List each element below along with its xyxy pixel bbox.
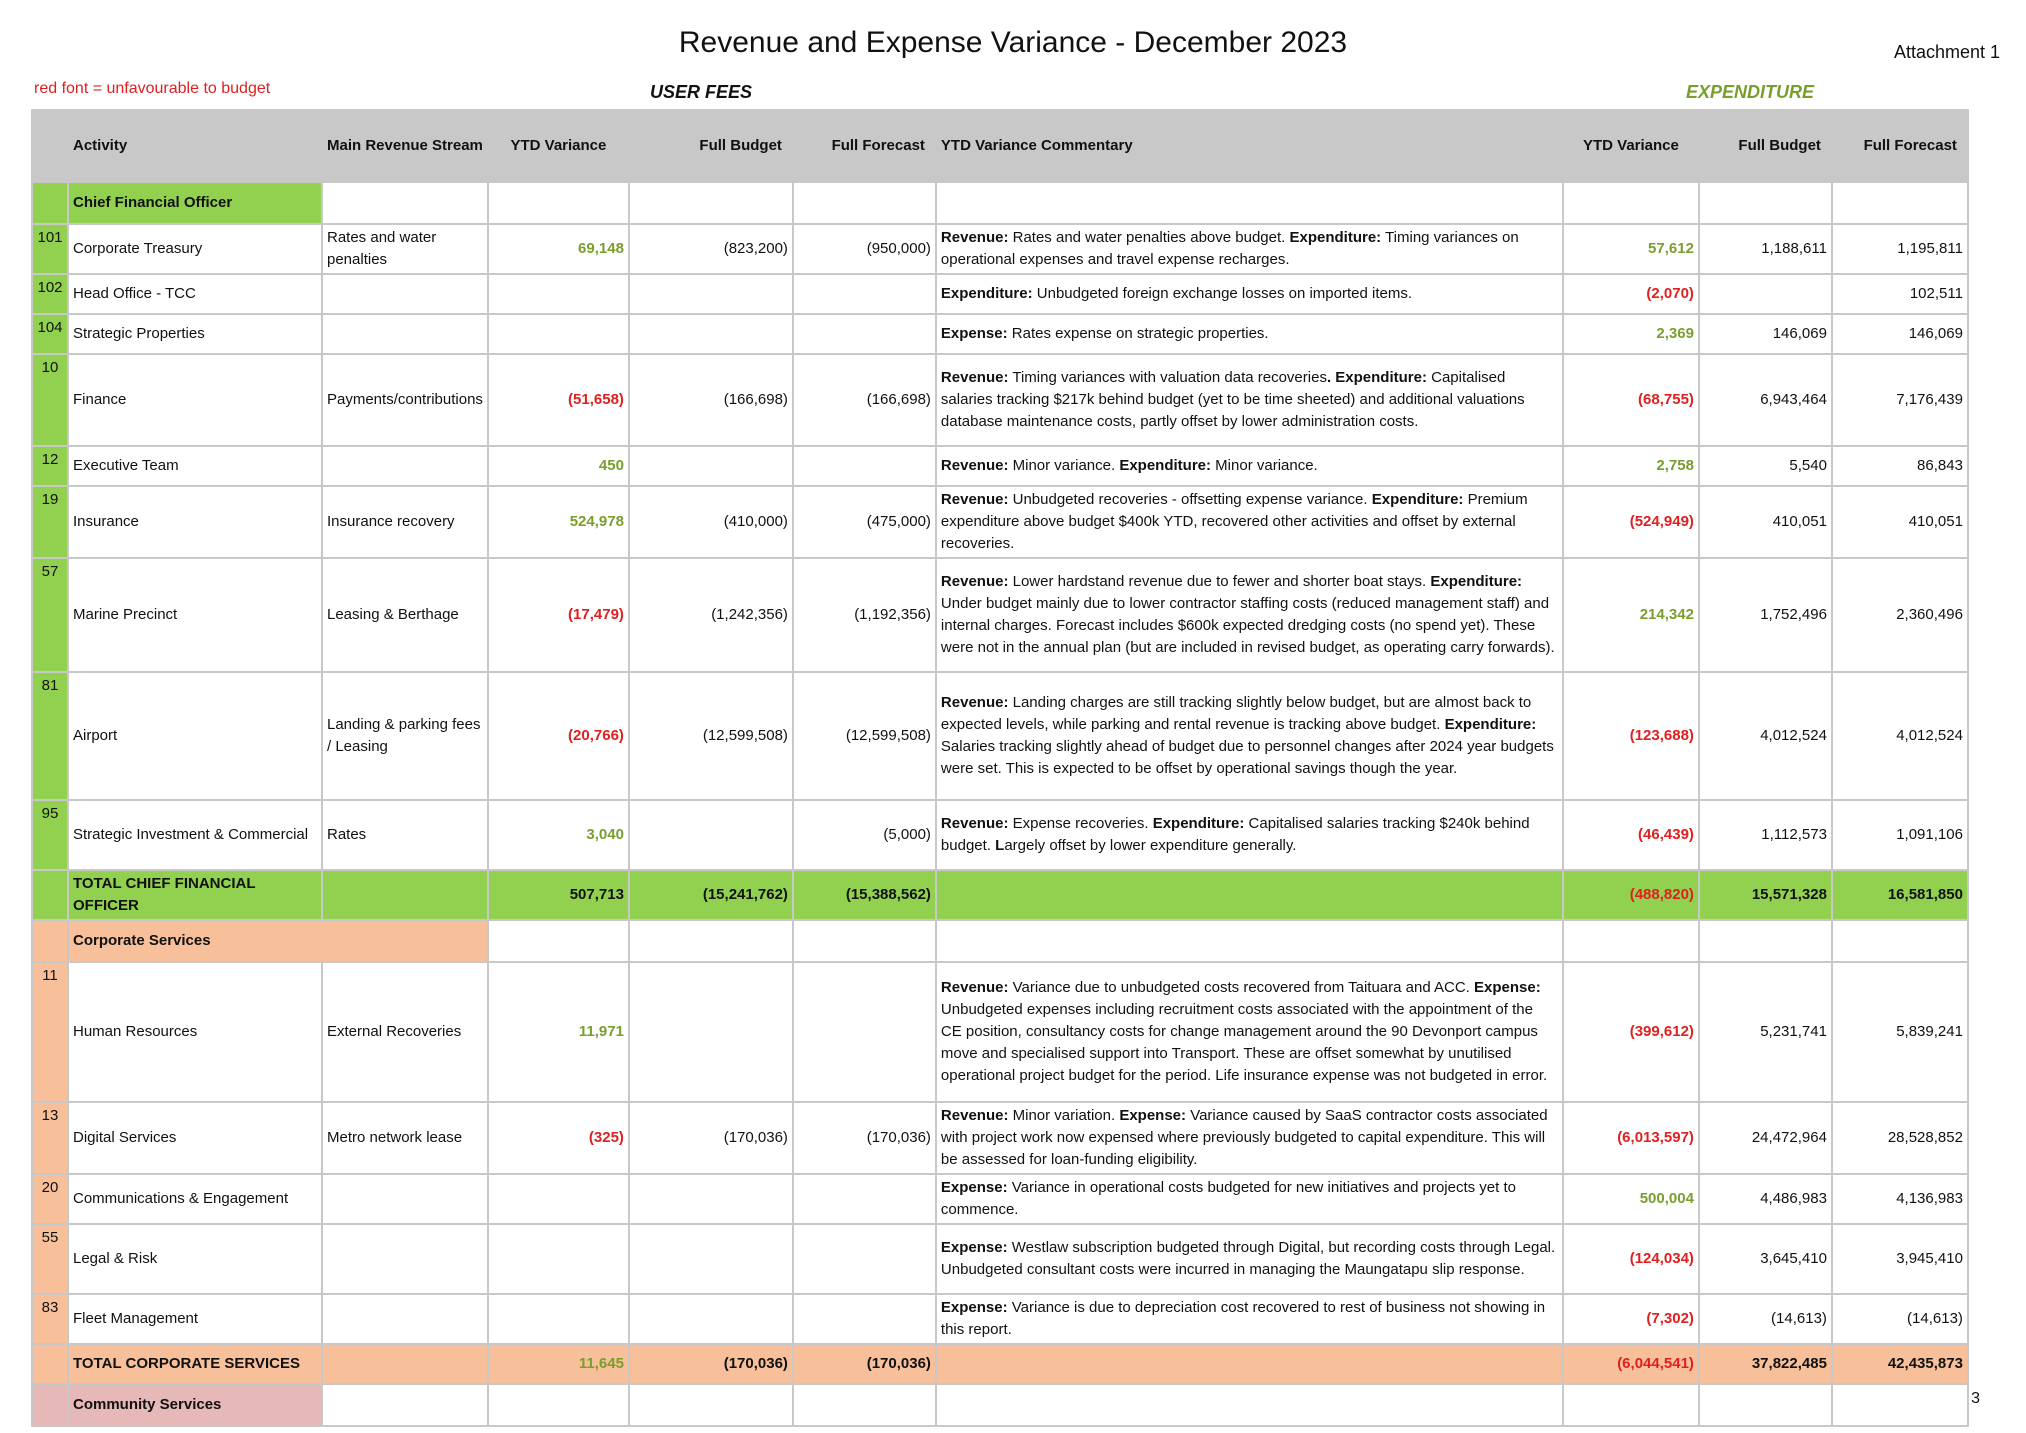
total-exp-ytd-variance: (6,044,541) <box>1563 1344 1699 1384</box>
exp-full-forecast: 4,136,983 <box>1832 1174 1968 1224</box>
table-row <box>32 1224 1968 1294</box>
variance-commentary <box>936 1174 1563 1224</box>
empty-cell <box>1699 1384 1832 1426</box>
full-budget <box>629 800 793 870</box>
exp-full-forecast: 2,360,496 <box>1832 558 1968 672</box>
ytd-variance: (325) <box>488 1102 629 1174</box>
activity-name: Executive Team <box>68 446 322 486</box>
main-revenue-stream: Payments/contributions <box>322 354 488 446</box>
activity-name: Legal & Risk <box>68 1224 322 1294</box>
main-revenue-stream <box>322 1224 488 1294</box>
table-row <box>32 274 1968 314</box>
full-forecast: (475,000) <box>793 486 936 558</box>
exp-full-forecast: 28,528,852 <box>1832 1102 1968 1174</box>
ytd-variance-header: YTD Variance <box>488 110 629 182</box>
activity-name: Airport <box>68 672 322 800</box>
main-revenue-stream <box>322 314 488 354</box>
full-budget <box>629 314 793 354</box>
commentary-label: Expenditure: <box>1119 457 1212 474</box>
activity-name: Strategic Investment & Commercial <box>68 800 322 870</box>
activity-code: 102 <box>32 274 68 314</box>
commentary-text: Variance caused by SaaS contractor costs associated with project work now expensed where previously budgeted to capital expenditure. This will be assessed for loan-funding eligibility. <box>940 1107 1548 1168</box>
exp-full-forecast: 410,051 <box>1832 486 1968 558</box>
total-full-forecast: (15,388,562) <box>793 870 936 920</box>
commentary-text: Rates and water penalties above budget. <box>1008 229 1290 246</box>
commentary-text: Landing charges are still tracking slightly below budget, but are almost back to expected levels, while parking and rental revenue is tracking above budget. <box>940 694 1532 733</box>
full-budget <box>629 962 793 1102</box>
full-budget-header: Full Budget <box>629 110 793 182</box>
commentary-text: Timing variances with valuation data recoveries <box>1008 369 1327 386</box>
commentary-label: . Expenditure: <box>1326 369 1427 386</box>
commentary-label: Expenditure: <box>1430 573 1523 590</box>
total-exp-full-forecast: 42,435,873 <box>1832 1344 1968 1384</box>
full-forecast <box>793 446 936 486</box>
table-row <box>32 314 1968 354</box>
empty-cell <box>793 1384 936 1426</box>
empty-cell <box>1563 182 1699 224</box>
total-ytd-variance: 11,645 <box>488 1344 629 1384</box>
ytd-variance <box>488 314 629 354</box>
full-budget: (823,200) <box>629 224 793 274</box>
commentary-label: Expense: <box>940 1179 1008 1196</box>
activity-name: Insurance <box>68 486 322 558</box>
full-budget: (166,698) <box>629 354 793 446</box>
total-exp-full-budget: 15,571,328 <box>1699 870 1832 920</box>
exp-full-budget: (14,613) <box>1699 1294 1832 1344</box>
activity-name: Digital Services <box>68 1102 322 1174</box>
exp-ytd-variance: 2,369 <box>1563 314 1699 354</box>
exp-full-forecast: 1,091,106 <box>1832 800 1968 870</box>
header-row <box>32 110 1968 182</box>
commentary-label: Revenue: <box>940 979 1009 996</box>
empty-cell <box>629 182 793 224</box>
commentary-label: Expenditure: <box>1289 229 1382 246</box>
exp-ytd-variance: (399,612) <box>1563 962 1699 1102</box>
main-revenue-stream: Insurance recovery <box>322 486 488 558</box>
ytd-variance <box>488 1174 629 1224</box>
commentary-text: Variance is due to depreciation cost recovered to rest of business not showing in this report. <box>940 1299 1546 1338</box>
exp-ytd-variance: (123,688) <box>1563 672 1699 800</box>
main-revenue-stream: Metro network lease <box>322 1102 488 1174</box>
commentary-text: Minor variance. <box>1008 457 1120 474</box>
exp-full-budget <box>1699 274 1832 314</box>
ytd-variance: 3,040 <box>488 800 629 870</box>
table-row <box>32 1174 1968 1224</box>
empty-cell <box>1563 1384 1699 1426</box>
commentary-label: Expenditure: <box>940 285 1033 302</box>
activity-name: Head Office - TCC <box>68 274 322 314</box>
total-exp-full-forecast: 16,581,850 <box>1832 870 1968 920</box>
variance-commentary <box>936 446 1563 486</box>
exp-full-budget: 1,112,573 <box>1699 800 1832 870</box>
empty-cell <box>1699 920 1832 962</box>
activity-code: 83 <box>32 1294 68 1344</box>
main-revenue-stream: Landing & parking fees / Leasing <box>322 672 488 800</box>
full-forecast <box>793 1224 936 1294</box>
ytd-variance: (51,658) <box>488 354 629 446</box>
exp-full-budget: 1,752,496 <box>1699 558 1832 672</box>
total-stream-cell <box>322 870 488 920</box>
activity-name: Fleet Management <box>68 1294 322 1344</box>
commentary-text: Capitalised salaries tracking $240k behind budget. <box>940 815 1530 854</box>
full-forecast: (950,000) <box>793 224 936 274</box>
activity-name: Marine Precinct <box>68 558 322 672</box>
commentary-text: Unbudgeted foreign exchange losses on imported items. <box>1032 285 1413 302</box>
ytd-variance <box>488 1224 629 1294</box>
main-revenue-stream: Rates and water penalties <box>322 224 488 274</box>
activity-code: 11 <box>32 962 68 1102</box>
table-row <box>32 354 1968 446</box>
variance-commentary <box>936 314 1563 354</box>
exp-full-budget: 5,540 <box>1699 446 1832 486</box>
section-code-cell <box>32 182 68 224</box>
full-forecast: (5,000) <box>793 800 936 870</box>
full-forecast <box>793 274 936 314</box>
commentary-text: Unbudgeted recoveries - offsetting expense variance. <box>1008 491 1372 508</box>
commentary-label: Revenue: <box>940 457 1009 474</box>
empty-cell <box>1563 920 1699 962</box>
full-forecast: (1,192,356) <box>793 558 936 672</box>
variance-commentary <box>936 274 1563 314</box>
expenditure-label: EXPENDITURE <box>1686 82 1815 102</box>
exp-ytd-variance: 214,342 <box>1563 558 1699 672</box>
empty-cell <box>629 1384 793 1426</box>
table-row <box>32 1294 1968 1344</box>
full-budget <box>629 1294 793 1344</box>
commentary-text: Unbudgeted expenses including recruitment costs associated with the appointment of the CE position, consultancy costs for change management around the 90 Devonport campus move and specialised support into Transport. These are offset somewhat by unutilised operational project budget for the period. Life insurance expense was not budgeted in error. <box>940 1001 1548 1084</box>
exp-ytd-variance: (68,755) <box>1563 354 1699 446</box>
commentary-text: Salaries tracking slightly ahead of budget due to personnel changes after 2024 year budgets were set. This is expected to be offset by operational savings though the year. <box>940 738 1554 777</box>
commentary-label: Revenue: <box>940 815 1009 832</box>
table-row <box>32 962 1968 1102</box>
variance-commentary <box>936 1224 1563 1294</box>
variance-commentary <box>936 800 1563 870</box>
commentary-text: Variance in operational costs budgeted for new initiatives and projects yet to commence. <box>940 1179 1516 1218</box>
empty-cell <box>488 1384 629 1426</box>
commentary-label: Revenue: <box>940 229 1009 246</box>
commentary-text: argely offset by lower expenditure generally. <box>1004 837 1297 854</box>
commentary-label: Expenditure: <box>1152 815 1245 832</box>
commentary-label: Expense: <box>1474 979 1541 996</box>
full-budget: (1,242,356) <box>629 558 793 672</box>
variance-commentary <box>936 486 1563 558</box>
main-revenue-stream <box>322 446 488 486</box>
empty-cell <box>793 920 936 962</box>
table-row <box>32 486 1968 558</box>
variance-commentary <box>936 354 1563 446</box>
activity-code: 81 <box>32 672 68 800</box>
total-full-forecast: (170,036) <box>793 1344 936 1384</box>
main-revenue-stream: Rates <box>322 800 488 870</box>
activity-code: 13 <box>32 1102 68 1174</box>
main-revenue-stream <box>322 1294 488 1344</box>
main-revenue-stream <box>322 1174 488 1224</box>
activity-name: Communications & Engagement <box>68 1174 322 1224</box>
table-row <box>32 446 1968 486</box>
section-row-community <box>32 1384 1968 1426</box>
ytd-variance: 69,148 <box>488 224 629 274</box>
total-row-corporate <box>32 1344 1968 1384</box>
total-exp-ytd-variance: (488,820) <box>1563 870 1699 920</box>
activity-header: Activity <box>68 110 322 182</box>
full-budget: (170,036) <box>629 1102 793 1174</box>
total-code-cell <box>32 1344 68 1384</box>
total-code-cell <box>32 870 68 920</box>
commentary-text: Capitalised salaries tracking $217k behind budget (yet to be time sheeted) and additional valuations database maintenance costs, partly offset by lower administration costs. <box>940 369 1525 430</box>
ytd-variance <box>488 274 629 314</box>
main-revenue-stream: Leasing & Berthage <box>322 558 488 672</box>
full-forecast-header: Full Forecast <box>793 110 936 182</box>
empty-cell <box>322 182 488 224</box>
commentary-label: Expense: <box>1119 1107 1187 1124</box>
exp-full-forecast: 146,069 <box>1832 314 1968 354</box>
exp-full-budget: 6,943,464 <box>1699 354 1832 446</box>
activity-code: 19 <box>32 486 68 558</box>
commentary-text: Rates expense on strategic properties. <box>1007 325 1269 342</box>
commentary-label: Expense: <box>940 1239 1008 1256</box>
full-budget: (410,000) <box>629 486 793 558</box>
ytd-variance: (20,766) <box>488 672 629 800</box>
commentary-text: Expense recoveries. <box>1008 815 1153 832</box>
section-row-corporate <box>32 920 1968 962</box>
commentary-label: Expense: <box>940 325 1008 342</box>
commentary-text: Premium expenditure above budget $400k YTD, recovered other activities and offset by external recoveries. <box>940 491 1528 552</box>
activity-name: Strategic Properties <box>68 314 322 354</box>
empty-cell <box>936 920 1563 962</box>
full-forecast <box>793 1174 936 1224</box>
main-revenue-stream-header: Main Revenue Stream <box>322 110 488 182</box>
ytd-variance: 524,978 <box>488 486 629 558</box>
total-commentary-cell <box>936 1344 1563 1384</box>
full-budget <box>629 446 793 486</box>
full-budget <box>629 274 793 314</box>
full-forecast <box>793 314 936 354</box>
attachment-label: Attachment 1 <box>1893 42 2000 62</box>
activity-code: 57 <box>32 558 68 672</box>
exp-full-forecast: (14,613) <box>1832 1294 1968 1344</box>
activity-code: 20 <box>32 1174 68 1224</box>
empty-cell <box>1832 1384 1968 1426</box>
table-row <box>32 672 1968 800</box>
empty-cell <box>1832 182 1968 224</box>
page-title: Revenue and Expense Variance - December 2023 <box>678 26 1348 59</box>
activity-code: 55 <box>32 1224 68 1294</box>
exp-ytd-variance: (124,034) <box>1563 1224 1699 1294</box>
commentary-header: YTD Variance Commentary <box>936 110 1563 182</box>
ytd-variance: 11,971 <box>488 962 629 1102</box>
commentary-text: Under budget mainly due to lower contractor staffing costs (reduced management staff) and internal charges. Forecast includes $600k expected dredging costs (no spend yet). These were not in the annual plan (but are included in revised budget, as operating carry forwards). <box>940 595 1555 656</box>
exp-full-budget: 4,012,524 <box>1699 672 1832 800</box>
commentary-text: Westlaw subscription budgeted through Digital, but recording costs through Legal. Unbudgeted consultant costs were incurred in managing the Maungatapu slip response. <box>940 1239 1556 1278</box>
full-budget <box>629 1224 793 1294</box>
commentary-label: L <box>995 837 1005 854</box>
full-forecast: (170,036) <box>793 1102 936 1174</box>
empty-cell <box>488 920 629 962</box>
commentary-label: Revenue: <box>940 1107 1009 1124</box>
full-forecast: (166,698) <box>793 354 936 446</box>
variance-commentary <box>936 672 1563 800</box>
table-row <box>32 558 1968 672</box>
empty-cell <box>322 1384 488 1426</box>
commentary-text: Minor variance. <box>1211 457 1318 474</box>
exp-full-budget: 146,069 <box>1699 314 1832 354</box>
exp-full-forecast: 7,176,439 <box>1832 354 1968 446</box>
ytd-variance: (17,479) <box>488 558 629 672</box>
exp-full-forecast: 3,945,410 <box>1832 1224 1968 1294</box>
variance-table <box>31 109 1969 1427</box>
exp-full-budget: 410,051 <box>1699 486 1832 558</box>
total-ytd-variance: 507,713 <box>488 870 629 920</box>
exp-full-budget-header: Full Budget <box>1699 110 1832 182</box>
exp-full-forecast: 102,511 <box>1832 274 1968 314</box>
activity-name: Corporate Treasury <box>68 224 322 274</box>
commentary-text: Timing variances on operational expenses and travel expense recharges. <box>940 229 1519 268</box>
exp-full-budget: 24,472,964 <box>1699 1102 1832 1174</box>
total-exp-full-budget: 37,822,485 <box>1699 1344 1832 1384</box>
exp-full-forecast: 4,012,524 <box>1832 672 1968 800</box>
total-full-budget: (15,241,762) <box>629 870 793 920</box>
empty-cell <box>488 182 629 224</box>
variance-commentary <box>936 1102 1563 1174</box>
section-name: Chief Financial Officer <box>68 182 322 224</box>
activity-code: 95 <box>32 800 68 870</box>
full-budget: (12,599,508) <box>629 672 793 800</box>
commentary-label: Revenue: <box>940 573 1009 590</box>
empty-cell <box>629 920 793 962</box>
activity-code: 10 <box>32 354 68 446</box>
exp-ytd-variance-header: YTD Variance <box>1563 110 1699 182</box>
activity-code: 104 <box>32 314 68 354</box>
section-code-cell <box>32 920 68 962</box>
exp-ytd-variance: (7,302) <box>1563 1294 1699 1344</box>
total-label: TOTAL CHIEF FINANCIAL OFFICER <box>68 870 322 920</box>
user-fees-label: USER FEES <box>650 82 753 102</box>
section-row-cfo <box>32 182 1968 224</box>
table-row <box>32 1102 1968 1174</box>
commentary-label: Revenue: <box>940 694 1009 711</box>
empty-cell <box>793 182 936 224</box>
commentary-text: Minor variation. <box>1008 1107 1120 1124</box>
variance-commentary <box>936 224 1563 274</box>
exp-full-budget: 1,188,611 <box>1699 224 1832 274</box>
commentary-text: Lower hardstand revenue due to fewer and shorter boat stays. <box>1008 573 1431 590</box>
empty-cell <box>936 182 1563 224</box>
section-code-cell <box>32 1384 68 1426</box>
total-stream-cell <box>322 1344 488 1384</box>
exp-full-budget: 5,231,741 <box>1699 962 1832 1102</box>
section-name: Community Services <box>68 1384 322 1426</box>
total-label: TOTAL CORPORATE SERVICES <box>68 1344 322 1384</box>
variance-commentary <box>936 1294 1563 1344</box>
activity-name: Finance <box>68 354 322 446</box>
exp-full-forecast: 1,195,811 <box>1832 224 1968 274</box>
exp-full-forecast: 86,843 <box>1832 446 1968 486</box>
exp-full-budget: 4,486,983 <box>1699 1174 1832 1224</box>
full-forecast <box>793 1294 936 1344</box>
code-header <box>32 110 68 182</box>
exp-ytd-variance: (524,949) <box>1563 486 1699 558</box>
table-row <box>32 800 1968 870</box>
activity-code: 12 <box>32 446 68 486</box>
legend-note: red font = unfavourable to budget <box>34 80 271 97</box>
exp-ytd-variance: 500,004 <box>1563 1174 1699 1224</box>
variance-commentary <box>936 962 1563 1102</box>
full-forecast <box>793 962 936 1102</box>
main-revenue-stream <box>322 274 488 314</box>
full-forecast: (12,599,508) <box>793 672 936 800</box>
ytd-variance <box>488 1294 629 1344</box>
exp-ytd-variance: 2,758 <box>1563 446 1699 486</box>
activity-name: Human Resources <box>68 962 322 1102</box>
ytd-variance: 450 <box>488 446 629 486</box>
exp-full-forecast-header: Full Forecast <box>1832 110 1968 182</box>
exp-ytd-variance: (2,070) <box>1563 274 1699 314</box>
table-row <box>32 224 1968 274</box>
total-row-cfo <box>32 870 1968 920</box>
exp-full-budget: 3,645,410 <box>1699 1224 1832 1294</box>
commentary-text: Variance due to unbudgeted costs recovered from Taituara and ACC. <box>1008 979 1475 996</box>
empty-cell <box>1699 182 1832 224</box>
empty-cell <box>1832 920 1968 962</box>
commentary-label: Revenue: <box>940 369 1009 386</box>
empty-cell <box>936 1384 1563 1426</box>
page-number: 3 <box>1971 1390 1980 1407</box>
commentary-label: Revenue: <box>940 491 1009 508</box>
section-name: Corporate Services <box>68 920 488 962</box>
exp-ytd-variance: 57,612 <box>1563 224 1699 274</box>
exp-ytd-variance: (6,013,597) <box>1563 1102 1699 1174</box>
total-full-budget: (170,036) <box>629 1344 793 1384</box>
activity-code: 101 <box>32 224 68 274</box>
main-revenue-stream: External Recoveries <box>322 962 488 1102</box>
commentary-label: Expenditure: <box>1444 716 1537 733</box>
exp-full-forecast: 5,839,241 <box>1832 962 1968 1102</box>
full-budget <box>629 1174 793 1224</box>
variance-commentary <box>936 558 1563 672</box>
exp-ytd-variance: (46,439) <box>1563 800 1699 870</box>
commentary-label: Expenditure: <box>1371 491 1464 508</box>
total-commentary-cell <box>936 870 1563 920</box>
commentary-label: Expense: <box>940 1299 1008 1316</box>
